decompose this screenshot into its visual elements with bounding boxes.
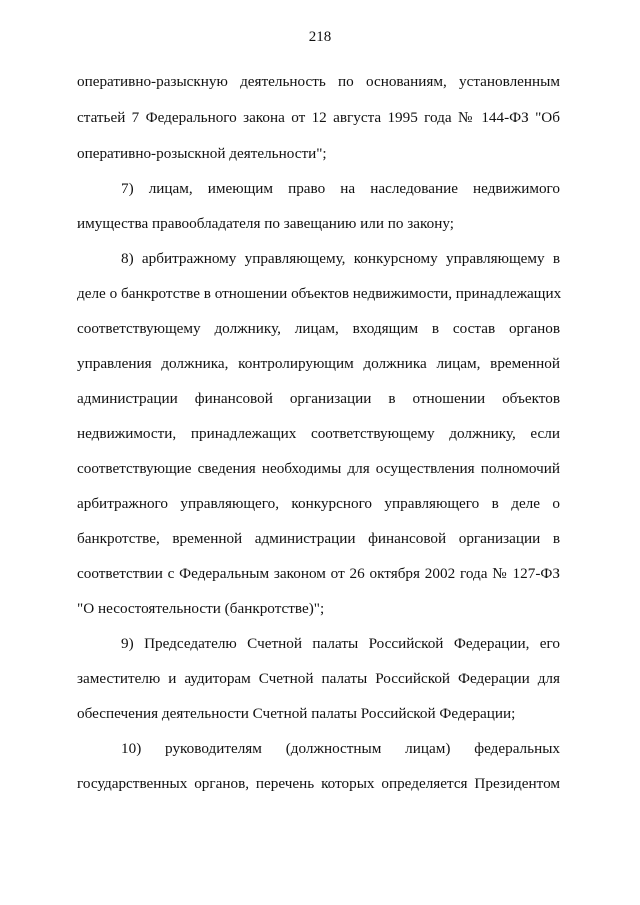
text-line: 8) арбитражному управляющему, конкурсному управляющему в — [121, 250, 560, 267]
text-line: обеспечения деятельности Счетной палаты Российской Федерации; — [77, 705, 516, 722]
text-line: соответствующие сведения необходимы для осуществления полномочий — [77, 460, 560, 477]
text-line: недвижимости, принадлежащих соответствующему должнику, если — [77, 425, 560, 442]
text-line: 9) Председателю Счетной палаты Российской Федерации, его — [121, 635, 560, 652]
text-line: деле о банкротстве в отношении объектов недвижимости, принадлежащих — [77, 285, 562, 302]
text-line: 7) лицам, имеющим право на наследование недвижимого — [121, 180, 560, 197]
text-line: соответствующему должнику, лицам, входящим в состав органов — [77, 320, 560, 337]
text-line: статьей 7 Федерального закона от 12 августа 1995 года № 144-ФЗ "Об — [77, 109, 560, 126]
text-line: соответствии с Федеральным законом от 26 октября 2002 года № 127-ФЗ — [77, 565, 560, 582]
text-line: заместителю и аудиторам Счетной палаты Российской Федерации для — [77, 670, 560, 687]
text-line: имущества правообладателя по завещанию или по закону; — [77, 215, 454, 232]
text-line: оперативно-розыскной деятельности"; — [77, 145, 327, 162]
text-line: оперативно-разыскную деятельность по основаниям, установленным — [77, 73, 560, 90]
text-line: управления должника, контролирующим должника лицам, временной — [77, 355, 560, 372]
text-line: арбитражного управляющего, конкурсного управляющего в деле о — [77, 495, 560, 512]
text-line: администрации финансовой организации в отношении объектов — [77, 390, 560, 407]
page-number: 218 — [308, 29, 332, 45]
text-line: банкротстве, временной администрации финансовой организации в — [77, 530, 560, 547]
text-line: 10) руководителям (должностным лицам) федеральных — [121, 740, 560, 757]
text-line: "О несостоятельности (банкротстве)"; — [77, 600, 325, 617]
text-line: государственных органов, перечень которых определяется Президентом — [77, 775, 560, 792]
